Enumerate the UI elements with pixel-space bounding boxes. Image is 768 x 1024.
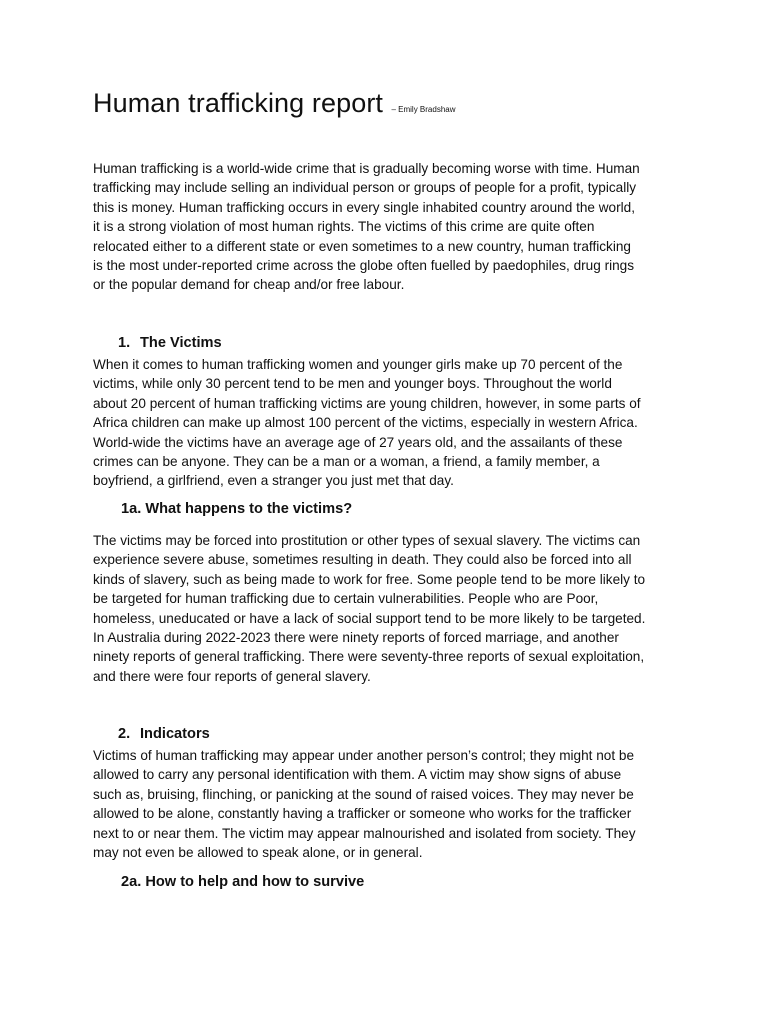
paragraph-line: victims, while only 30 percent tend to be men and younger boys. Throughout the world [93, 376, 612, 392]
paragraph-line: allowed to carry any personal identification with them. A victim may show signs of abuse [93, 767, 622, 783]
paragraph-line: Victims of human trafficking may appear under another person’s control; they might not be [93, 748, 635, 763]
paragraph-line: next to or near them. The victim may appear malnourished and isolated from society. They [93, 825, 636, 841]
section-1-paragraph [93, 355, 683, 491]
paragraph-line: experience severe abuse, sometimes resulting in death. They could also be forced into all [93, 552, 632, 568]
intro-line: Human trafficking is a world-wide crime that is gradually becoming worse with time. Human [93, 161, 640, 176]
paragraph-line: When it comes to human trafficking women and younger girls make up 70 percent of the [93, 357, 623, 372]
paragraph-line: about 20 percent of human trafficking victims are young children, however, in some parts of [93, 395, 641, 411]
section-heading-text: Indicators [140, 726, 210, 742]
paragraph-line: and there were four reports of general slavery. [93, 668, 371, 684]
paragraph-line: In Australia during 2022-2023 there were ninety reports of forced marriage, and another [93, 630, 619, 646]
page-title: Human trafficking report [93, 88, 384, 118]
intro-line: trafficking may include selling an individual person or groups of people for a profit, typically [93, 180, 637, 196]
paragraph-line: World-wide the victims have an average age of 27 years old, and the assailants of these [93, 434, 623, 450]
section-number: 2. [118, 726, 131, 742]
section-1a-heading: 1a. What happens to the victims? [121, 501, 353, 517]
section-2-paragraph [93, 746, 683, 862]
intro-line: it is a strong violation of most human rights. The victims of this crime are quite often [93, 219, 595, 235]
paragraph-line: boyfriend, a girlfriend, even a stranger you just met that day. [93, 473, 454, 489]
paragraph-line: be targeted for human trafficking due to certain vulnerabilities. People who are Poor, [93, 591, 599, 607]
intro-paragraph [93, 159, 683, 295]
section-1-heading [118, 335, 222, 351]
paragraph-line: Africa children can make up almost 100 percent of the victims, especially in western Africa. [93, 415, 638, 431]
section-2a-heading: 2a. How to help and how to survive [121, 874, 365, 890]
paragraph-line: homeless, uneducated or have a lack of social support tend to be more likely to be targeted. [93, 610, 646, 626]
paragraph-line: may not even be allowed to speak alone, or in general. [93, 845, 423, 861]
section-heading-text: The Victims [140, 335, 222, 351]
paragraph-line: crimes can be anyone. They can be a man or a woman, a friend, a family member, a [93, 454, 600, 470]
paragraph-line: The victims may be forced into prostitution or other types of sexual slavery. The victims can [93, 533, 641, 548]
intro-line: relocated either to a different state or even sometimes to a new country, human trafficking [93, 238, 631, 254]
section-1a-paragraph [93, 531, 683, 686]
intro-line: this is money. Human trafficking occurs in every single inhabited country around the world, [93, 199, 636, 215]
title-line [93, 88, 456, 119]
paragraph-line: ninety reports of general trafficking. There were seventy-three reports of sexual exploitation, [93, 649, 645, 665]
intro-line: or the popular demand for cheap and/or free labour. [93, 277, 405, 293]
paragraph-line: such as, bruising, flinching, or panicking at the sound of raised voices. They may never be [93, 786, 634, 802]
section-2-heading [118, 726, 210, 742]
section-number: 1. [118, 335, 131, 351]
intro-line: is the most under-reported crime across the globe often fuelled by paedophiles, drug rings [93, 258, 635, 274]
paragraph-line: allowed to be alone, constantly having a trafficker or someone who works for the trafficker [93, 806, 632, 822]
author-name: – Emily Bradshaw [391, 105, 456, 114]
paragraph-line: kinds of slavery, such as being made to work for free. Some people tend to be more likely to [93, 571, 646, 587]
